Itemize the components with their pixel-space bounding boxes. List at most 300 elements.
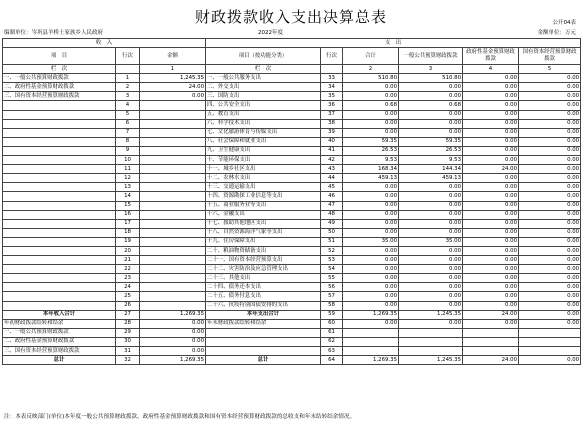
carry-row (3, 337, 581, 346)
income-row-no: 20 (116, 246, 140, 255)
expense-state-capital: 0.00 (519, 219, 581, 228)
income-item (3, 192, 116, 201)
expense-state-capital (519, 337, 581, 346)
table-row (3, 165, 581, 174)
expense-general (399, 328, 463, 337)
income-row-no: 27 (116, 310, 140, 319)
lanci-left: 栏 次 (3, 65, 116, 74)
expense-total: 0.00 (343, 110, 399, 119)
table-row (3, 301, 581, 310)
income-item (3, 183, 116, 192)
income-item (3, 210, 116, 219)
income-amount (140, 283, 206, 292)
expense-state-capital: 0.00 (519, 283, 581, 292)
expense-general: 0.00 (399, 265, 463, 274)
expense-total: 0.00 (343, 283, 399, 292)
table-row (3, 201, 581, 210)
expense-gov-fund: 0.00 (463, 237, 519, 246)
expense-gov-fund: 0.00 (463, 274, 519, 283)
table-row (3, 183, 581, 192)
income-item (3, 256, 116, 265)
expense-gov-fund: 0.00 (463, 183, 519, 192)
expense-general: 0.00 (399, 183, 463, 192)
expense-total: 0.00 (343, 183, 399, 192)
expense-item (206, 347, 321, 356)
table-row (3, 83, 581, 92)
expense-gov-fund (463, 337, 519, 346)
income-amount (140, 165, 206, 174)
expense-row-no: 49 (321, 219, 343, 228)
fiscal-table (2, 38, 581, 365)
expense-item: 九、卫生健康支出 (206, 146, 321, 155)
expense-total: 0.00 (343, 92, 399, 101)
expense-row-no: 60 (321, 319, 343, 328)
income-item: 总计 (3, 356, 116, 365)
expense-gov-fund: 0.00 (463, 219, 519, 228)
expense-general: 35.00 (399, 237, 463, 246)
expense-total: 510.80 (343, 74, 399, 83)
table-row (3, 119, 581, 128)
expense-general: 0.00 (399, 119, 463, 128)
expense-general: 26.53 (399, 146, 463, 155)
expense-total: 1,269.35 (343, 356, 399, 365)
expense-state-capital (519, 328, 581, 337)
expense-general: 0.00 (399, 128, 463, 137)
expense-item: 十九、住房保障支出 (206, 237, 321, 246)
table-row (3, 256, 581, 265)
expense-gov-fund: 0.00 (463, 137, 519, 146)
expense-row-no: 37 (321, 110, 343, 119)
expense-item: 三、国防支出 (206, 92, 321, 101)
expense-total: 0.00 (343, 228, 399, 237)
expense-total: 0.00 (343, 192, 399, 201)
expense-general: 9.53 (399, 156, 463, 165)
income-row-no: 31 (116, 347, 140, 356)
expense-gov-fund: 0.00 (463, 210, 519, 219)
expense-total: 0.00 (343, 128, 399, 137)
expense-state-capital: 0.00 (519, 183, 581, 192)
expense-general: 1,245.35 (399, 310, 463, 319)
income-row-no: 30 (116, 337, 140, 346)
expense-row-no: 39 (321, 128, 343, 137)
col-row: 行次 (116, 48, 140, 65)
expense-state-capital: 0.00 (519, 292, 581, 301)
income-item (3, 110, 116, 119)
income-item (3, 165, 116, 174)
expense-item: 六、科学技术支出 (206, 119, 321, 128)
expense-total: 0.00 (343, 201, 399, 210)
col-gov-fund: 政府性基金预算财政拨款 (463, 48, 519, 65)
col-total: 合计 (343, 48, 399, 65)
expense-total: 59.35 (343, 137, 399, 146)
table-row (3, 128, 581, 137)
grand-total-row (3, 356, 581, 365)
expense-total (343, 328, 399, 337)
income-item (3, 219, 116, 228)
expense-row-no: 36 (321, 101, 343, 110)
expense-total (343, 347, 399, 356)
expense-row-no: 48 (321, 210, 343, 219)
expense-item: 十六、金融支出 (206, 210, 321, 219)
table-row (3, 237, 581, 246)
income-row-no: 11 (116, 165, 140, 174)
expense-total: 0.00 (343, 210, 399, 219)
expense-state-capital: 0.00 (519, 128, 581, 137)
table-row (3, 156, 581, 165)
expense-total: 26.53 (343, 146, 399, 155)
expense-row-no: 44 (321, 174, 343, 183)
expense-gov-fund: 0.00 (463, 74, 519, 83)
expense-gov-fund (463, 347, 519, 356)
income-row-no: 22 (116, 265, 140, 274)
expense-item: 本年支出合计 (206, 310, 321, 319)
income-item (3, 119, 116, 128)
income-amount (140, 174, 206, 183)
expense-general: 0.00 (399, 246, 463, 255)
col-row-2: 行次 (321, 48, 343, 65)
expense-item: 八、社会保障和就业支出 (206, 137, 321, 146)
expense-row-no: 47 (321, 201, 343, 210)
expense-state-capital: 0.00 (519, 74, 581, 83)
income-row-no: 32 (116, 356, 140, 365)
expense-item: 五、教育支出 (206, 110, 321, 119)
table-row (3, 137, 581, 146)
income-row-no: 9 (116, 146, 140, 155)
expense-row-no: 58 (321, 301, 343, 310)
expense-general: 0.00 (399, 219, 463, 228)
expense-item: 四、公共安全支出 (206, 101, 321, 110)
expense-state-capital: 0.00 (519, 274, 581, 283)
expense-gov-fund: 0.00 (463, 92, 519, 101)
expense-state-capital: 0.00 (519, 319, 581, 328)
expense-state-capital: 0.00 (519, 137, 581, 146)
expense-item: 二十三、其他支出 (206, 274, 321, 283)
expense-item (206, 328, 321, 337)
expense-state-capital: 0.00 (519, 265, 581, 274)
expense-row-no: 59 (321, 310, 343, 319)
col-amount: 金额 (140, 48, 206, 65)
table-row (3, 174, 581, 183)
income-item (3, 156, 116, 165)
income-item (3, 237, 116, 246)
income-row-no: 16 (116, 210, 140, 219)
expense-item: 十、节能环保支出 (206, 156, 321, 165)
income-row-no: 19 (116, 237, 140, 246)
income-item: 本年收入合计 (3, 310, 116, 319)
expense-general: 0.00 (399, 228, 463, 237)
income-row-no: 26 (116, 301, 140, 310)
expense-gov-fund: 24.00 (463, 310, 519, 319)
year-label: 2022年度 (258, 30, 283, 36)
expense-state-capital: 0.00 (519, 192, 581, 201)
income-amount: 24.00 (140, 83, 206, 92)
expense-gov-fund: 0.00 (463, 174, 519, 183)
expense-item: 十四、资源勘探工业信息等支出 (206, 192, 321, 201)
header-row-1 (3, 39, 581, 48)
expense-state-capital: 0.00 (519, 110, 581, 119)
expense-gov-fund: 0.00 (463, 146, 519, 155)
expense-item (206, 337, 321, 346)
income-item: 三、国有资本经营预算财政拨款 (3, 347, 116, 356)
expense-general: 0.00 (399, 256, 463, 265)
expense-state-capital: 0.00 (519, 356, 581, 365)
expense-total: 0.00 (343, 265, 399, 274)
income-row-no: 17 (116, 219, 140, 228)
income-item (3, 101, 116, 110)
expense-general: 0.00 (399, 92, 463, 101)
income-amount (140, 128, 206, 137)
income-amount (140, 156, 206, 165)
col-general: 一般公共预算财政拨款 (399, 48, 463, 65)
expense-gov-fund: 0.00 (463, 319, 519, 328)
expense-row-no: 35 (321, 92, 343, 101)
expense-row-no: 41 (321, 146, 343, 155)
income-item (3, 128, 116, 137)
income-row-no: 24 (116, 283, 140, 292)
expense-item: 二十、粮油物资储备支出 (206, 246, 321, 255)
income-amount (140, 137, 206, 146)
expense-row-no: 63 (321, 347, 343, 356)
table-row (3, 274, 581, 283)
expense-total: 1,269.35 (343, 310, 399, 319)
header-row-4 (3, 65, 581, 74)
income-row-no: 4 (116, 101, 140, 110)
expense-gov-fund: 0.00 (463, 128, 519, 137)
expense-total: 168.34 (343, 165, 399, 174)
expense-state-capital: 0.00 (519, 237, 581, 246)
expense-total: 0.00 (343, 219, 399, 228)
expense-state-capital: 0.00 (519, 310, 581, 319)
expense-item: 一、一般公共服务支出 (206, 74, 321, 83)
expense-row-no: 43 (321, 165, 343, 174)
income-row-no: 5 (116, 110, 140, 119)
expense-general: 0.00 (399, 110, 463, 119)
expense-total: 459.13 (343, 174, 399, 183)
expense-total: 0.00 (343, 301, 399, 310)
expense-state-capital: 0.00 (519, 119, 581, 128)
carry-row (3, 319, 581, 328)
expense-general: 0.00 (399, 292, 463, 301)
expense-row-no: 40 (321, 137, 343, 146)
expense-header: 支 出 (206, 39, 581, 48)
income-item (3, 292, 116, 301)
income-row-no: 7 (116, 128, 140, 137)
currency-label: 金额单位：万元 (537, 30, 576, 36)
col-item-func: 项目（按功能分类） (206, 48, 321, 65)
income-row-no: 28 (116, 319, 140, 328)
expense-row-no: 51 (321, 237, 343, 246)
income-amount (140, 256, 206, 265)
income-item: 二、政府性基金预算财政拨款 (3, 83, 116, 92)
table-row (3, 192, 581, 201)
expense-row-no: 53 (321, 256, 343, 265)
income-amount (140, 146, 206, 155)
expense-general: 459.13 (399, 174, 463, 183)
col2-label: 2 (343, 65, 399, 74)
income-amount (140, 265, 206, 274)
expense-total: 0.00 (343, 292, 399, 301)
table-row (3, 146, 581, 155)
expense-item: 二、外交支出 (206, 83, 321, 92)
expense-item: 年末财政拨款结转和结余 (206, 319, 321, 328)
table-row (3, 210, 581, 219)
expense-item: 十三、交通运输支出 (206, 183, 321, 192)
expense-gov-fund: 0.00 (463, 110, 519, 119)
expense-row-no: 56 (321, 283, 343, 292)
expense-row-no: 54 (321, 265, 343, 274)
expense-gov-fund: 24.00 (463, 356, 519, 365)
expense-general: 0.00 (399, 301, 463, 310)
total-row (3, 310, 581, 319)
expense-total: 0.68 (343, 101, 399, 110)
expense-row-no: 45 (321, 183, 343, 192)
expense-general: 0.68 (399, 101, 463, 110)
table-row (3, 265, 581, 274)
income-amount (140, 219, 206, 228)
income-row-no: 14 (116, 192, 140, 201)
expense-general: 59.35 (399, 137, 463, 146)
expense-total: 0.00 (343, 83, 399, 92)
income-item: 一、一般公共预算财政拨款 (3, 74, 116, 83)
income-row-no: 15 (116, 201, 140, 210)
income-item: 一、一般公共预算财政拨款 (3, 328, 116, 337)
expense-general (399, 347, 463, 356)
expense-general: 0.00 (399, 274, 463, 283)
income-amount: 1,245.35 (140, 74, 206, 83)
income-amount (140, 274, 206, 283)
income-amount (140, 110, 206, 119)
expense-general: 0.00 (399, 319, 463, 328)
expense-total: 0.00 (343, 246, 399, 255)
table-row (3, 74, 581, 83)
expense-gov-fund: 0.00 (463, 228, 519, 237)
expense-gov-fund (463, 328, 519, 337)
expense-state-capital: 0.00 (519, 101, 581, 110)
expense-gov-fund: 0.00 (463, 283, 519, 292)
table-row (3, 228, 581, 237)
expense-total: 0.00 (343, 119, 399, 128)
table-row (3, 292, 581, 301)
expense-gov-fund: 0.00 (463, 201, 519, 210)
blank-cell (321, 65, 343, 74)
income-amount: 1,269.35 (140, 356, 206, 365)
expense-general: 510.80 (399, 74, 463, 83)
income-item (3, 301, 116, 310)
carry-row (3, 347, 581, 356)
expense-item: 十五、商业服务业等支出 (206, 201, 321, 210)
expense-state-capital: 0.00 (519, 256, 581, 265)
expense-state-capital: 0.00 (519, 201, 581, 210)
expense-row-no: 33 (321, 74, 343, 83)
col3-label: 3 (399, 65, 463, 74)
income-item: 三、国有资本经营预算财政拨款 (3, 92, 116, 101)
blank-cell (116, 65, 140, 74)
expense-item: 七、文化旅游体育与传媒支出 (206, 128, 321, 137)
expense-item: 二十四、债务还本支出 (206, 283, 321, 292)
income-amount (140, 237, 206, 246)
income-amount (140, 210, 206, 219)
expense-row-no: 42 (321, 156, 343, 165)
expense-item: 二十一、国有资本经营预算支出 (206, 256, 321, 265)
expense-total (343, 337, 399, 346)
page-title: 财政拨款收入支出决算总表 (194, 8, 387, 26)
col1-label: 1 (140, 65, 206, 74)
income-row-no: 25 (116, 292, 140, 301)
expense-row-no: 62 (321, 337, 343, 346)
income-amount (140, 292, 206, 301)
income-row-no: 3 (116, 92, 140, 101)
expense-general: 0.00 (399, 283, 463, 292)
income-amount (140, 246, 206, 255)
income-row-no: 13 (116, 183, 140, 192)
income-item (3, 274, 116, 283)
expense-item: 总计 (206, 356, 321, 365)
expense-gov-fund: 0.00 (463, 119, 519, 128)
expense-total: 9.53 (343, 156, 399, 165)
income-amount (140, 201, 206, 210)
income-item (3, 146, 116, 155)
expense-total: 0.00 (343, 256, 399, 265)
income-item (3, 228, 116, 237)
income-row-no: 21 (116, 256, 140, 265)
expense-state-capital: 0.00 (519, 174, 581, 183)
expense-gov-fund: 0.00 (463, 256, 519, 265)
expense-row-no: 55 (321, 274, 343, 283)
footnote: 注：本表反映部门(单位)本年度一般公共预算财政拨款、政府性基金预算财政拨款和国有资本经营预算财政拨款的总收支和年末结转结余情况。 (4, 414, 356, 420)
expense-general: 0.00 (399, 192, 463, 201)
expense-gov-fund: 0.00 (463, 101, 519, 110)
income-amount: 0.00 (140, 347, 206, 356)
expense-item: 十七、援助其他地区支出 (206, 219, 321, 228)
expense-state-capital: 0.00 (519, 210, 581, 219)
expense-item: 二十六、抗疫特别国债安排的支出 (206, 301, 321, 310)
income-amount (140, 183, 206, 192)
col4-label: 4 (463, 65, 519, 74)
income-item (3, 265, 116, 274)
income-header: 收 入 (3, 39, 206, 48)
expense-state-capital: 0.00 (519, 301, 581, 310)
income-item: 二、政府性基金预算财政拨款 (3, 337, 116, 346)
income-row-no: 18 (116, 228, 140, 237)
income-item (3, 246, 116, 255)
table-row (3, 92, 581, 101)
income-amount (140, 301, 206, 310)
expense-item: 二十五、债务付息支出 (206, 292, 321, 301)
table-row (3, 283, 581, 292)
income-row-no: 1 (116, 74, 140, 83)
income-amount (140, 101, 206, 110)
income-row-no: 10 (116, 156, 140, 165)
expense-general (399, 337, 463, 346)
expense-gov-fund: 0.00 (463, 246, 519, 255)
carry-row (3, 328, 581, 337)
expense-state-capital: 0.00 (519, 246, 581, 255)
expense-gov-fund: 0.00 (463, 156, 519, 165)
income-row-no: 12 (116, 174, 140, 183)
expense-gov-fund: 24.00 (463, 165, 519, 174)
income-amount: 0.00 (140, 337, 206, 346)
expense-state-capital: 0.00 (519, 156, 581, 165)
expense-row-no: 34 (321, 83, 343, 92)
expense-total: 0.00 (343, 319, 399, 328)
income-amount (140, 119, 206, 128)
col5-label: 5 (519, 65, 581, 74)
table-row (3, 246, 581, 255)
expense-general: 0.00 (399, 83, 463, 92)
expense-total: 35.00 (343, 237, 399, 246)
expense-row-no: 52 (321, 246, 343, 255)
expense-item: 十一、城乡社区支出 (206, 165, 321, 174)
